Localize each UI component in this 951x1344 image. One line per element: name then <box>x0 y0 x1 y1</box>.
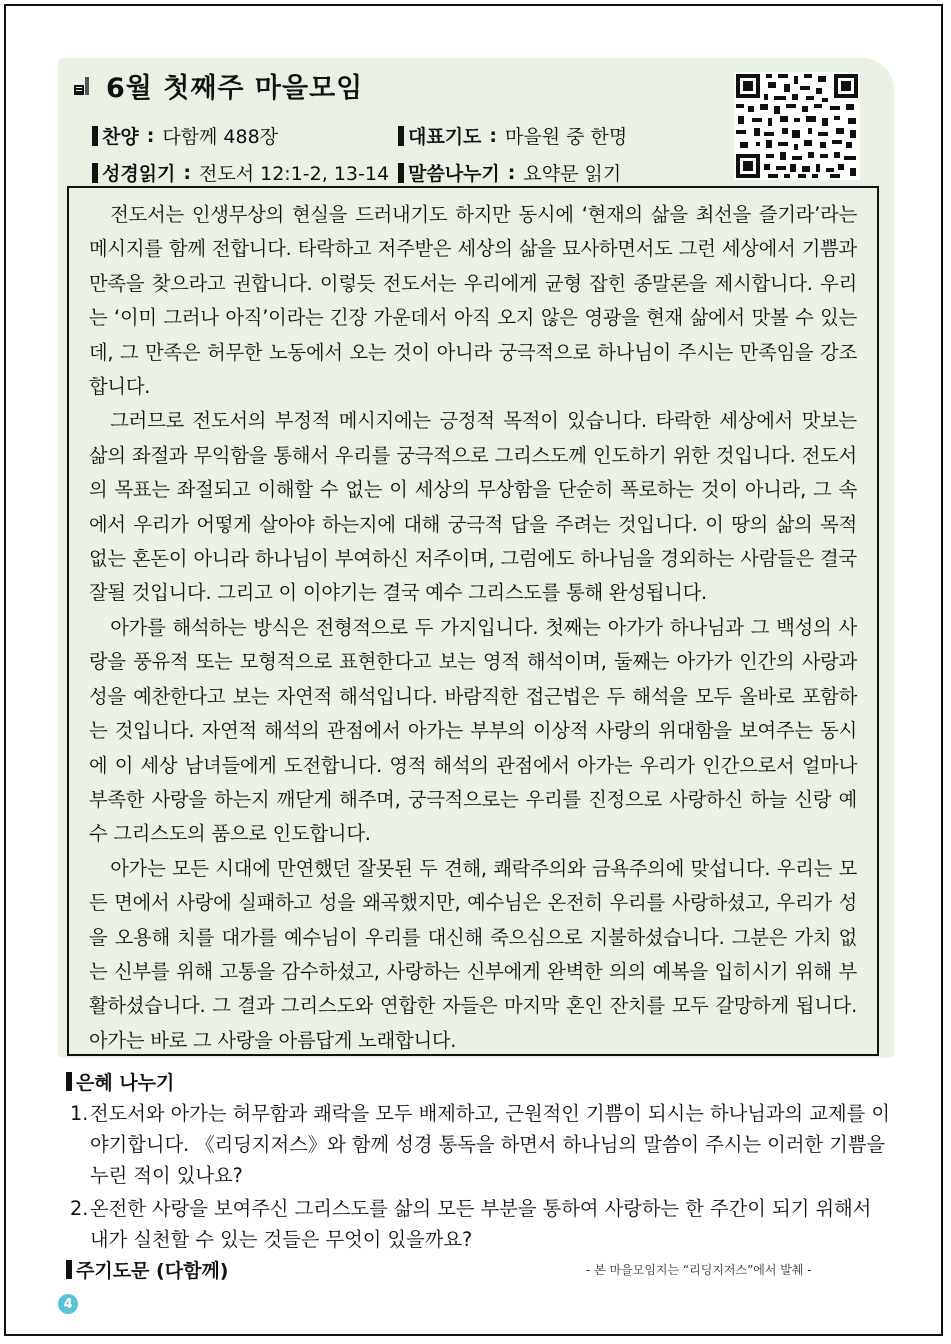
summary-paragraph: 아가는 모든 시대에 만연했던 잘못된 두 견해, 쾌락주의와 금욕주의에 맞섭니다. 우리는 모든 면에서 사랑에 실패하고 성을 왜곡했지만, 예수님은 온전히 우리를 사랑하셨고, 우리가 성을 오용해 치를 대가를 예수님이 우리를 대신해 죽으심으로 지불하셨습니다. 그분은 가치 없는 신부를 위해 고통을 감수하셨고, 사랑하는 신부에게 완벽한 의의 예복을 입히시기 위해 부활하셨습니다. 그 결과 그리스도와 연합한 자들은 마지막 혼인 잔치를 모두 갈망하게 됩니다. 아가는 바로 그 사랑을 아름답게 노래합니다. <box>89 856 857 1052</box>
colon: : <box>507 161 516 184</box>
qr-code[interactable] <box>734 72 860 180</box>
question-text: 전도서와 아가는 허무함과 쾌락을 모두 배제하고, 근원적인 기쁨이 되시는 하나님과의 교제를 이야기합니다. 《리딩지저스》와 함께 성경 통독을 하면서 하나님의 말씀이 주시는 이러한 기쁨을 누린 적이 있나요? <box>90 1102 890 1187</box>
prayer-value: 마을원 중 한명 <box>505 126 628 148</box>
praise-info <box>92 122 278 149</box>
praise-label: 찬양 <box>102 126 139 148</box>
bullet-bar <box>92 163 98 183</box>
colon: : <box>146 124 155 147</box>
question-item <box>70 1193 890 1255</box>
page-number-badge: 4 <box>58 1294 78 1314</box>
question-text: 온전한 사랑을 보여주신 그리스도를 삶의 모든 부분을 통하여 사랑하는 한 주간이 되기 위해서 내가 실천할 수 있는 것들은 무엇이 있을까요? <box>90 1197 872 1251</box>
closing-heading-text: 주기도문 (다함께) <box>76 1260 229 1282</box>
colon: : <box>183 161 192 184</box>
reading-value: 전도서 12:1-2, 13-14 <box>199 163 390 185</box>
bullet-bar <box>398 163 404 183</box>
bullet-bar <box>66 1072 72 1091</box>
document-icon <box>74 77 90 95</box>
question-item <box>70 1098 890 1191</box>
question-list <box>70 1098 890 1257</box>
sharing-heading <box>66 1068 174 1095</box>
sharing-value: 요약문 읽기 <box>523 163 622 185</box>
closing-heading <box>66 1256 228 1283</box>
summary-paragraph: 아가를 해석하는 방식은 전형적으로 두 가지입니다. 첫째는 아가가 하나님과 그 백성의 사랑을 풍유적 또는 모형적으로 표현한다고 보는 영적 해석이며, 둘째는 아가가 인간의 사랑과 성을 예찬한다고 보는 자연적 해석입니다. 바람직한 접근법은 두 해석을 모두 올바로 포함하는 것입니다. 자연적 해석의 관점에서 아가는 부부의 이상적 사랑의 위대함을 보여주는 동시에 이 세상 남녀들에게 도전합니다. 영적 해석의 관점에서 아가는 우리가 인간으로서 얼마나 부족한 사랑을 하는지 깨닫게 해주며, 궁극적으로는 우리를 진정으로 사랑하신 하늘 신랑 예수 그리스도의 품으로 인도합니다. <box>89 615 857 846</box>
bullet-bar <box>66 1260 72 1279</box>
title-row <box>74 66 363 105</box>
summary-paragraph: 전도서는 인생무상의 현실을 드러내기도 하지만 동시에 ‘현재의 삶을 최선을 즐기라’라는 메시지를 함께 전합니다. 타락하고 저주받은 세상의 삶을 묘사하면서도 그런 세상에서 기쁨과 만족을 찾으라고 권합니다. 이렇듯 전도서는 우리에게 균형 잡힌 종말론을 제시합니다. 우리는 ‘이미 그러나 아직’이라는 긴장 가운데서 아직 오지 않은 영광을 현재 삶에서 맛볼 수 있는데, 그 만족은 허무한 노동에서 오는 것이 아니라 궁극적으로 하나님이 주시는 만족임을 강조합니다. <box>89 203 857 399</box>
source-footnote: - 본 마을모임지는 “리딩지저스”에서 발췌 - <box>586 1263 812 1277</box>
bullet-bar <box>92 126 98 146</box>
prayer-info <box>398 122 627 149</box>
prayer-label: 대표기도 <box>408 126 482 148</box>
question-number: 2. <box>70 1197 89 1220</box>
reading-info <box>92 159 389 186</box>
summary-paragraph: 그러므로 전도서의 부정적 메시지에는 긍정적 목적이 있습니다. 타락한 세상에서 맛보는 삶의 좌절과 무익함을 통해서 우리를 궁극적으로 그리스도께 인도하기 위한 것입니다. 전도서의 목표는 좌절되고 이해할 수 없는 이 세상의 무상함을 단순히 폭로하는 것이 아니라, 그 속에서 우리가 어떻게 살아야 하는지에 대해 궁극적 답을 주려는 것입니다. 이 땅의 삶의 목적 없는 혼돈이 아니라 하나님이 부여하신 저주이며, 그럼에도 하나님을 경외하는 사람들은 결국 잘될 것입니다. 그리고 이 이야기는 결국 예수 그리스도를 통해 완성됩니다. <box>89 409 857 605</box>
bullet-bar <box>398 126 404 146</box>
summary-box <box>67 186 879 1056</box>
page-title: 6월 첫째주 마을모임 <box>106 73 364 104</box>
question-number: 1. <box>70 1102 89 1125</box>
reading-label: 성경읽기 <box>102 163 176 185</box>
praise-value: 다함께 488장 <box>162 126 279 148</box>
sharing-label: 말씀나누기 <box>408 163 500 185</box>
sharing-info <box>398 159 621 186</box>
sharing-heading-text: 은혜 나누기 <box>76 1072 175 1094</box>
colon: : <box>489 124 498 147</box>
